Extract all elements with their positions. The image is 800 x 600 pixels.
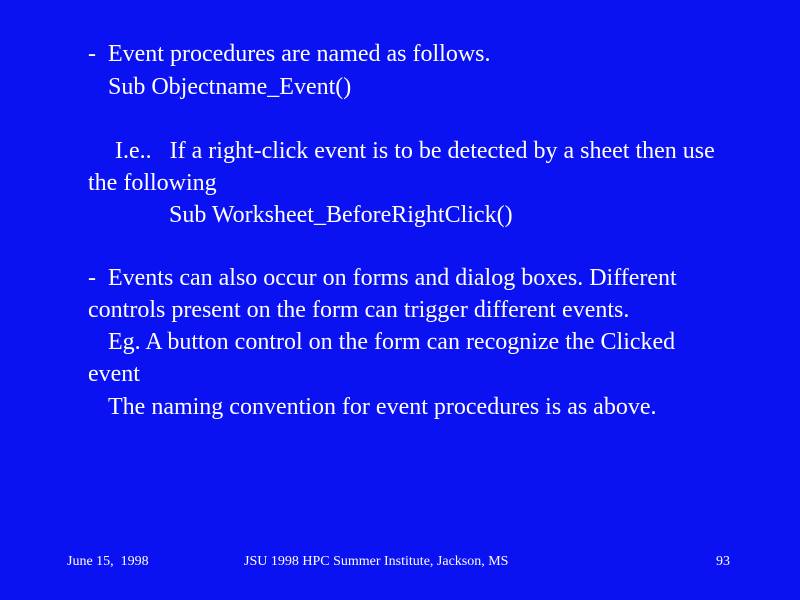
code-sub-worksheet-before-right-click: Sub Worksheet_BeforeRightClick() [169,202,513,228]
naming-convention-note: The naming convention for event procedures is as above. [108,394,657,420]
bullet-event-procedures-naming: - Event procedures are named as follows. [88,41,491,67]
footer-event-title: JSU 1998 HPC Summer Institute, Jackson, MS [244,554,509,569]
bullet-events-forms-line-1: - Events can also occur on forms and dialog boxes. Different [88,265,677,291]
example-button-control-line-1: Eg. A button control on the form can recognize the Clicked [108,329,676,355]
footer-date: June 15, 1998 [67,554,149,569]
example-button-control-line-2: event [88,361,140,387]
footer-page-number: 93 [716,554,730,569]
code-sub-objectname-event: Sub Objectname_Event() [108,74,352,100]
bullet-events-forms-line-2: controls present on the form can trigger different events. [88,297,630,323]
example-right-click-line-2: the following [88,170,217,196]
example-right-click-line-1: I.e.. If a right-click event is to be detected by a sheet then use [115,138,715,164]
